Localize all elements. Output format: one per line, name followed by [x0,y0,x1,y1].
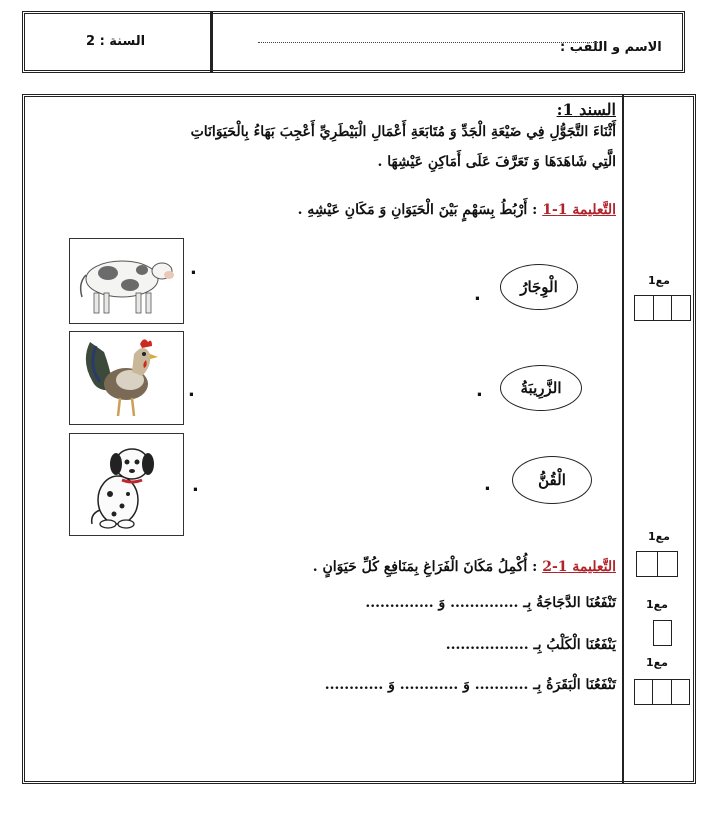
cow-image [69,238,184,324]
place-oval-1 [500,264,578,310]
score-label-4: مع1 [646,656,668,669]
score-grid-4[interactable] [634,679,690,705]
place-oval-2 [500,365,582,411]
score-grid-1[interactable] [634,295,691,321]
rooster-picture [70,332,182,423]
place-dot-1[interactable]: . [474,284,481,305]
rooster-image [69,331,184,425]
place-label-1: الْوِجَارُ [520,278,558,296]
rooster-dot[interactable]: . [188,380,195,401]
cow-dot[interactable]: . [190,258,197,279]
name-field[interactable] [258,42,600,43]
instruction-2 [150,559,616,575]
place-dot-2[interactable]: . [476,380,483,401]
place-dot-3[interactable]: . [484,474,491,495]
instruction-1-text: : أَرْبُطُ بِسَهْمٍ بَيْنَ الْحَيَوَانِ وَ مَكَانِ عَيْشِهِ . [297,202,543,218]
fill-line-cow[interactable]: تَنْفَعُنَا الْبَقَرَةُ بِـ ........... وَ ............ وَ ............ [324,677,616,693]
instruction-1 [150,202,616,218]
place-oval-3 [512,456,592,504]
paragraph-line-2: الَّتِي شَاهَدَهَا وَ تَعَرَّفَ عَلَى أَمَاكِنِ عَيْشِهَا . [377,154,616,170]
place-label-3: الْقُنُّ [538,471,566,489]
dog-dot[interactable]: . [192,475,199,496]
instruction-2-label: التَّعليمة 1-2 [542,559,616,575]
sanad-title: السند 1: [556,100,616,119]
score-label-2: مع1 [648,530,670,543]
score-label-3: مع1 [646,598,668,611]
fill-line-dog[interactable]: يَنْفَعُنَا الْكَلْبُ بِـ ................. [445,637,616,653]
header-divider [210,11,213,73]
name-label: الاسم و اللقب : [560,40,662,55]
place-label-2: الزَّرِيبَةُ [520,379,562,397]
year-label: السنة : 2 [86,34,146,49]
instruction-2-text: : أُكْمِلُ مَكَانَ الْفَرَاغِ بِمَنَافِعِ كُلِّ حَيَوَانٍ . [312,559,543,575]
paragraph-line-1: أَثْنَاءَ التَّجَوُّلِ فِي ضَيْعَةِ الْجَدِّ وَ مُتَابَعَةِ أَعْمَالِ الْبَيْطَرِيِّ أَعْجِبَ بَهَاءُ بِالْحَيَوَانَاتِ [190,124,616,140]
fill-line-hen[interactable]: تَنْفَعُنَا الدَّجَاجَةُ بِـ .............. وَ .............. [365,595,616,611]
score-column-divider [622,94,624,784]
dog-picture [70,434,182,534]
dog-image [69,433,184,536]
score-grid-2[interactable] [636,551,678,577]
score-label-1: مع1 [648,274,670,287]
cow-picture [70,239,182,322]
score-grid-3[interactable] [653,620,672,646]
instruction-1-label: التَّعليمة 1-1 [542,202,616,218]
